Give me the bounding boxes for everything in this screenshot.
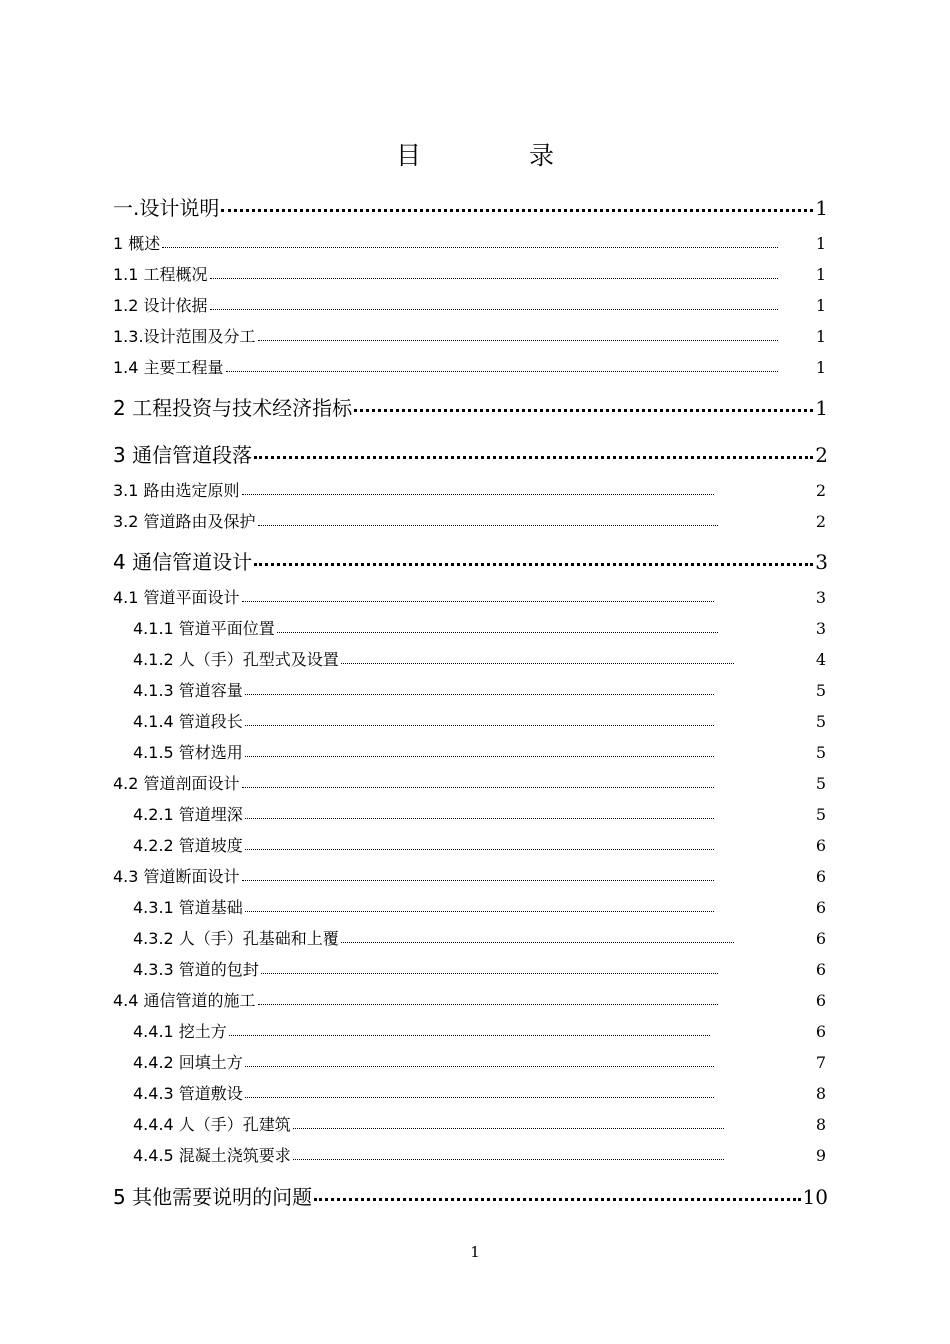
toc-entry-label: 4.1 管道平面设计 (113, 588, 240, 607)
toc-entry[interactable] (133, 618, 826, 640)
toc-entry-page: 1 (815, 296, 826, 315)
toc-entry[interactable] (133, 1114, 826, 1136)
toc-entry-page: 8 (815, 1084, 826, 1103)
toc-entry[interactable] (113, 233, 826, 255)
toc-entry-label: 3.2 管道路由及保护 (113, 512, 256, 531)
toc-entry[interactable] (113, 511, 826, 533)
toc-entry-page: 1 (815, 265, 826, 284)
toc-entry[interactable] (113, 773, 826, 795)
toc-dot-leader (210, 278, 778, 279)
toc-dot-leader (242, 601, 714, 602)
toc-entry-label: 4.4.3 管道敷设 (133, 1084, 243, 1103)
toc-entry-page: 7 (815, 1053, 826, 1072)
toc-entry[interactable] (133, 804, 826, 826)
toc-dot-leader (245, 694, 714, 695)
toc-entry-page: 3 (815, 588, 826, 607)
toc-entry-label: 4.2.2 管道坡度 (133, 836, 243, 855)
toc-entry-label: 1.1 工程概况 (113, 265, 208, 284)
toc-entry[interactable] (113, 357, 826, 379)
toc-entry-page: 2 (815, 481, 826, 500)
toc-dot-leader (245, 818, 714, 819)
toc-entry-label: 4.1.1 管道平面位置 (133, 619, 275, 638)
toc-entry[interactable] (133, 711, 826, 733)
toc-entry[interactable] (133, 649, 826, 671)
toc-entry-label: 4.4 通信管道的施工 (113, 991, 256, 1010)
toc-dot-leader (245, 1097, 714, 1098)
toc-dot-leader (341, 663, 734, 664)
toc-dot-leader (261, 973, 718, 974)
toc-entry-page: 2 (815, 443, 828, 467)
toc-entry-label: 3.1 路由选定原则 (113, 481, 240, 500)
toc-entry-page: 1 (815, 327, 826, 346)
toc-entry[interactable] (113, 326, 826, 348)
toc-entry-page: 3 (815, 550, 828, 574)
toc-entry-label: 4.2.1 管道埋深 (133, 805, 243, 824)
toc-entry-label: 一.设计说明 (113, 196, 220, 220)
toc-entry-label: 4.1.5 管材选用 (133, 743, 243, 762)
toc-entry-page: 3 (815, 619, 826, 638)
toc-entry-page: 4 (815, 650, 826, 669)
toc-entry-page: 1 (815, 196, 828, 220)
toc-entry-page: 5 (815, 743, 826, 762)
toc-entry-label: 2 工程投资与技术经济指标 (113, 396, 353, 420)
toc-entry[interactable] (133, 742, 826, 764)
toc-entry-label: 1 概述 (113, 234, 161, 253)
toc-entry-label: 1.4 主要工程量 (113, 358, 224, 377)
toc-dot-leader (341, 942, 734, 943)
toc-dot-leader (242, 880, 714, 881)
toc-dot-leader (314, 1198, 800, 1201)
toc-entry-page: 6 (815, 836, 826, 855)
toc-entry[interactable] (133, 1052, 826, 1074)
toc-entry-page: 6 (815, 991, 826, 1010)
toc-entry-page: 6 (815, 1022, 826, 1041)
toc-dot-leader (254, 563, 813, 566)
toc-dot-leader (245, 756, 714, 757)
toc-entry-page: 5 (815, 712, 826, 731)
toc-entry-page: 2 (815, 512, 826, 531)
toc-dot-leader (354, 409, 813, 412)
toc-entry-label: 4.4.5 混凝土浇筑要求 (133, 1146, 291, 1165)
toc-entry-label: 4.1.3 管道容量 (133, 681, 243, 700)
page-number: 1 (470, 1243, 480, 1261)
toc-entry-label: 4.4.1 挖土方 (133, 1022, 227, 1041)
toc-entry-label: 4.3.2 人（手）孔基础和上覆 (133, 929, 339, 948)
toc-entry-label: 4.3 管道断面设计 (113, 867, 240, 886)
toc-entry-label: 4.4.4 人（手）孔建筑 (133, 1115, 291, 1134)
toc-dot-leader (162, 247, 778, 248)
toc-entry-label: 4 通信管道设计 (113, 550, 253, 574)
toc-dot-leader (210, 309, 778, 310)
toc-dot-leader (245, 911, 714, 912)
toc-dot-leader (221, 209, 813, 212)
toc-dot-leader (293, 1159, 724, 1160)
toc-entry-label: 4.1.4 管道段长 (133, 712, 243, 731)
toc-entry-page: 5 (815, 774, 826, 793)
toc-entry[interactable] (113, 264, 826, 286)
toc-entry-page: 5 (815, 681, 826, 700)
toc-entry[interactable] (113, 480, 826, 502)
toc-entry-label: 4.1.2 人（手）孔型式及设置 (133, 650, 339, 669)
toc-dot-leader (277, 632, 718, 633)
toc-dot-leader (245, 1066, 714, 1067)
toc-entry-page: 6 (815, 929, 826, 948)
toc-entry-label: 4.3.1 管道基础 (133, 898, 243, 917)
toc-entry-label: 4.4.2 回填土方 (133, 1053, 243, 1072)
toc-entry-page: 8 (815, 1115, 826, 1134)
toc-entry[interactable] (113, 587, 826, 609)
toc-entry[interactable] (133, 1145, 826, 1167)
toc-entry[interactable] (133, 897, 826, 919)
toc-entry[interactable] (113, 548, 828, 576)
toc-entry[interactable] (113, 394, 828, 422)
toc-dot-leader (245, 725, 714, 726)
toc-entry-page: 6 (815, 898, 826, 917)
toc-entry-label: 4.2 管道剖面设计 (113, 774, 240, 793)
toc-entry-label: 1.2 设计依据 (113, 296, 208, 315)
toc-entry[interactable] (133, 680, 826, 702)
toc-dot-leader (258, 340, 778, 341)
toc-entry[interactable] (113, 1183, 828, 1211)
toc-entry-page: 5 (815, 805, 826, 824)
toc-dot-leader (242, 787, 714, 788)
toc-entry-label: 4.3.3 管道的包封 (133, 960, 259, 979)
toc-dot-leader (258, 525, 718, 526)
toc-entry-page: 1 (815, 234, 826, 253)
toc-entry-page: 1 (815, 358, 826, 377)
toc-entry-label: 5 其他需要说明的问题 (113, 1185, 313, 1209)
toc-dot-leader (226, 371, 778, 372)
toc-entry[interactable] (133, 835, 826, 857)
toc-entry-page: 1 (815, 396, 828, 420)
toc-entry[interactable] (113, 866, 826, 888)
toc-dot-leader (293, 1128, 724, 1129)
toc-entry[interactable] (133, 928, 826, 950)
toc-entry-page: 10 (802, 1185, 828, 1209)
toc-dot-leader (229, 1035, 710, 1036)
toc-entry-page: 6 (815, 960, 826, 979)
toc-dot-leader (258, 1004, 718, 1005)
toc-entry[interactable] (133, 1021, 826, 1043)
toc-entry[interactable] (113, 295, 826, 317)
toc-dot-leader (254, 456, 813, 459)
toc-entry[interactable] (113, 194, 828, 222)
toc-entry-label: 1.3.设计范围及分工 (113, 327, 256, 346)
toc-entry-label: 3 通信管道段落 (113, 443, 253, 467)
toc-entry[interactable] (133, 1083, 826, 1105)
toc-entry-page: 6 (815, 867, 826, 886)
toc-entry[interactable] (133, 959, 826, 981)
toc-entry[interactable] (113, 441, 828, 469)
toc-dot-leader (242, 494, 714, 495)
toc-dot-leader (245, 849, 714, 850)
toc-title: 目 录 (396, 141, 604, 170)
toc-entry[interactable] (113, 990, 826, 1012)
toc-entry-page: 9 (815, 1146, 826, 1165)
